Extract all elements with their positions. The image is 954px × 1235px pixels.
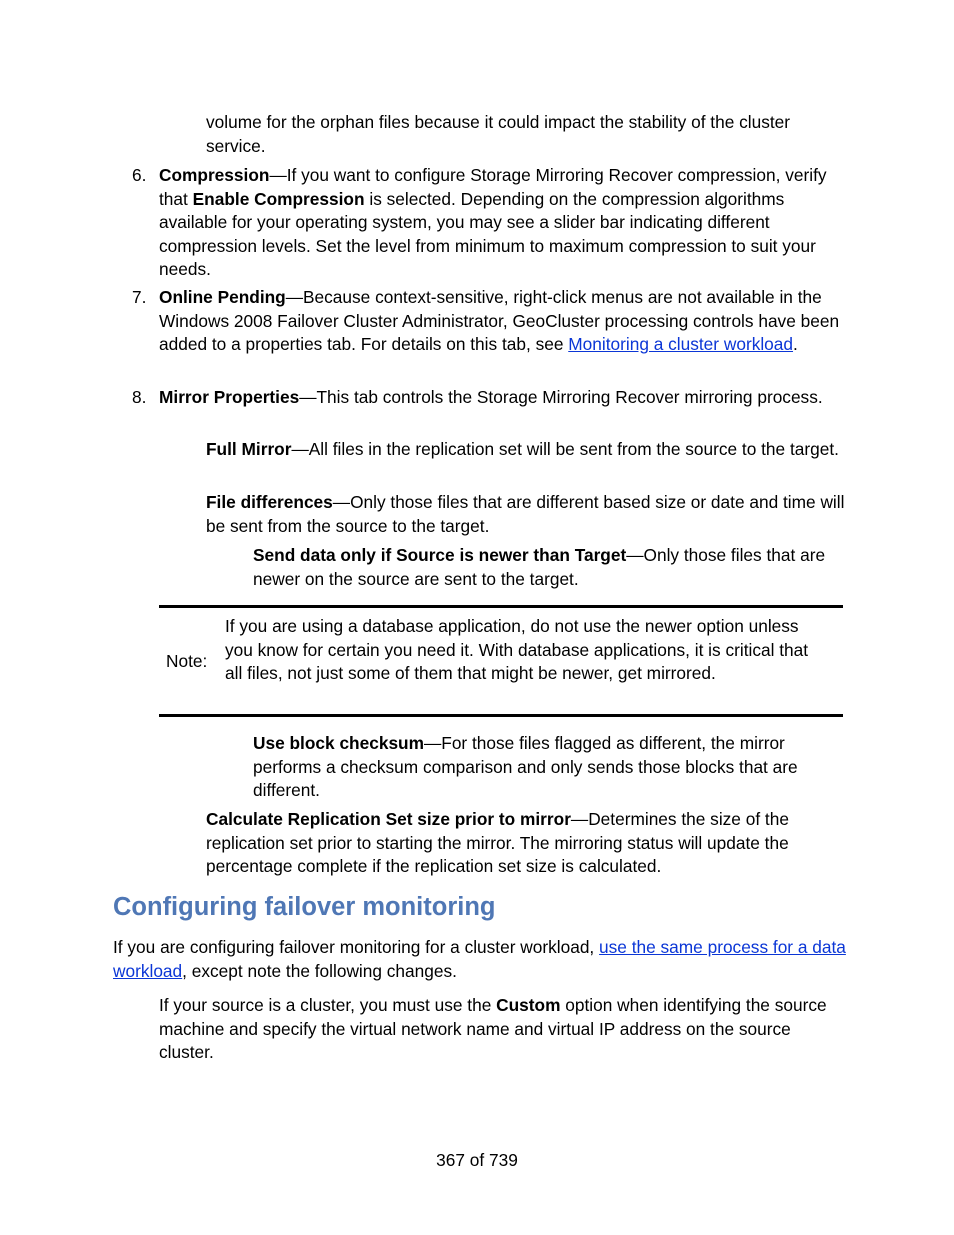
same-process-data-workload-link[interactable]: use the same process for a data workload <box>113 937 846 981</box>
custom-option-label: Custom <box>496 995 561 1015</box>
source-text: If your source is a cluster, you must use the <box>159 995 497 1015</box>
source-text: option when identifying the source machine and specify the virtual network name and virtual IP address on the source cluster. <box>159 995 827 1062</box>
file-differences-option <box>206 491 846 538</box>
list-item-online-pending <box>132 286 849 357</box>
intro-text: , except note the following changes. <box>182 960 457 981</box>
option-title: Use block checksum <box>253 733 424 753</box>
item-title: Compression <box>159 165 270 185</box>
option-title: Send data only if Source is newer than Target <box>253 545 627 565</box>
orphan-files-continuation: volume for the orphan files because it could impact the stability of the cluster service. <box>206 112 791 156</box>
enable-compression-label: Enable Compression <box>192 188 365 209</box>
page-number: 367 of 739 <box>436 1150 518 1170</box>
monitoring-cluster-workload-link[interactable]: Monitoring a cluster workload <box>568 334 794 354</box>
option-title: File differences <box>206 492 333 512</box>
item-title: Online Pending <box>159 287 286 307</box>
option-text: —Only those files that are newer on the source are sent to the target. <box>253 545 826 589</box>
full-mirror-option <box>206 438 846 462</box>
block-checksum-option <box>253 732 845 803</box>
item-text: is selected. Depending on the compression algorithms available for your operating system, you may see a slider bar indicating different compression levels. Set the level from minimum to maximum compression to suit your needs. <box>159 188 816 279</box>
list-number: 6. <box>132 165 147 185</box>
option-text: —For those files flagged as different, the mirror performs a checksum comparison and only sends those blocks that are different. <box>253 733 798 800</box>
option-text: —Only those files that are different based size or date and time will be sent from the source to the target. <box>206 492 845 536</box>
option-title: Calculate Replication Set size prior to mirror <box>206 809 571 829</box>
list-number: 8. <box>132 387 147 407</box>
note-text: If you are using a database application, do not use the newer option unless you know for certain you need it. With database applications, it is critical that all files, not just some of them that might be newer, get mirrored. <box>225 616 809 683</box>
option-text: —Determines the size of the replication set prior to starting the mirror. The mirroring status will update the percentage complete if the replication set size is calculated. <box>206 809 789 876</box>
item-title: Mirror Properties <box>159 387 300 407</box>
note-top-rule <box>159 605 843 608</box>
newer-than-target-option <box>253 544 845 591</box>
section-heading: Configuring failover monitoring <box>113 893 496 921</box>
section-intro <box>113 936 853 983</box>
cluster-source-paragraph <box>159 994 849 1065</box>
list-item-compression <box>132 164 849 282</box>
note-bottom-rule <box>159 714 843 717</box>
item-text: . <box>793 334 798 354</box>
item-text: —If you want to configure Storage Mirroring Recover compression, verify that <box>159 165 827 209</box>
calculate-replication-option <box>206 808 846 879</box>
option-text: —All files in the replication set will be sent from the source to the target. <box>291 439 839 459</box>
item-text: —Because context-sensitive, right-click menus are not available in the Windows 2008 Failover Cluster Administrator, GeoCluster processing controls have been added to a properties tab. For details on this tab, see <box>159 287 840 354</box>
list-item-mirror-properties <box>132 386 849 410</box>
intro-text: If you are configuring failover monitoring for a cluster workload, <box>113 937 600 957</box>
note-label: Note: <box>166 651 208 671</box>
list-number: 7. <box>132 287 147 307</box>
option-title: Full Mirror <box>206 439 292 459</box>
item-text: —This tab controls the Storage Mirroring Recover mirroring process. <box>299 387 823 407</box>
